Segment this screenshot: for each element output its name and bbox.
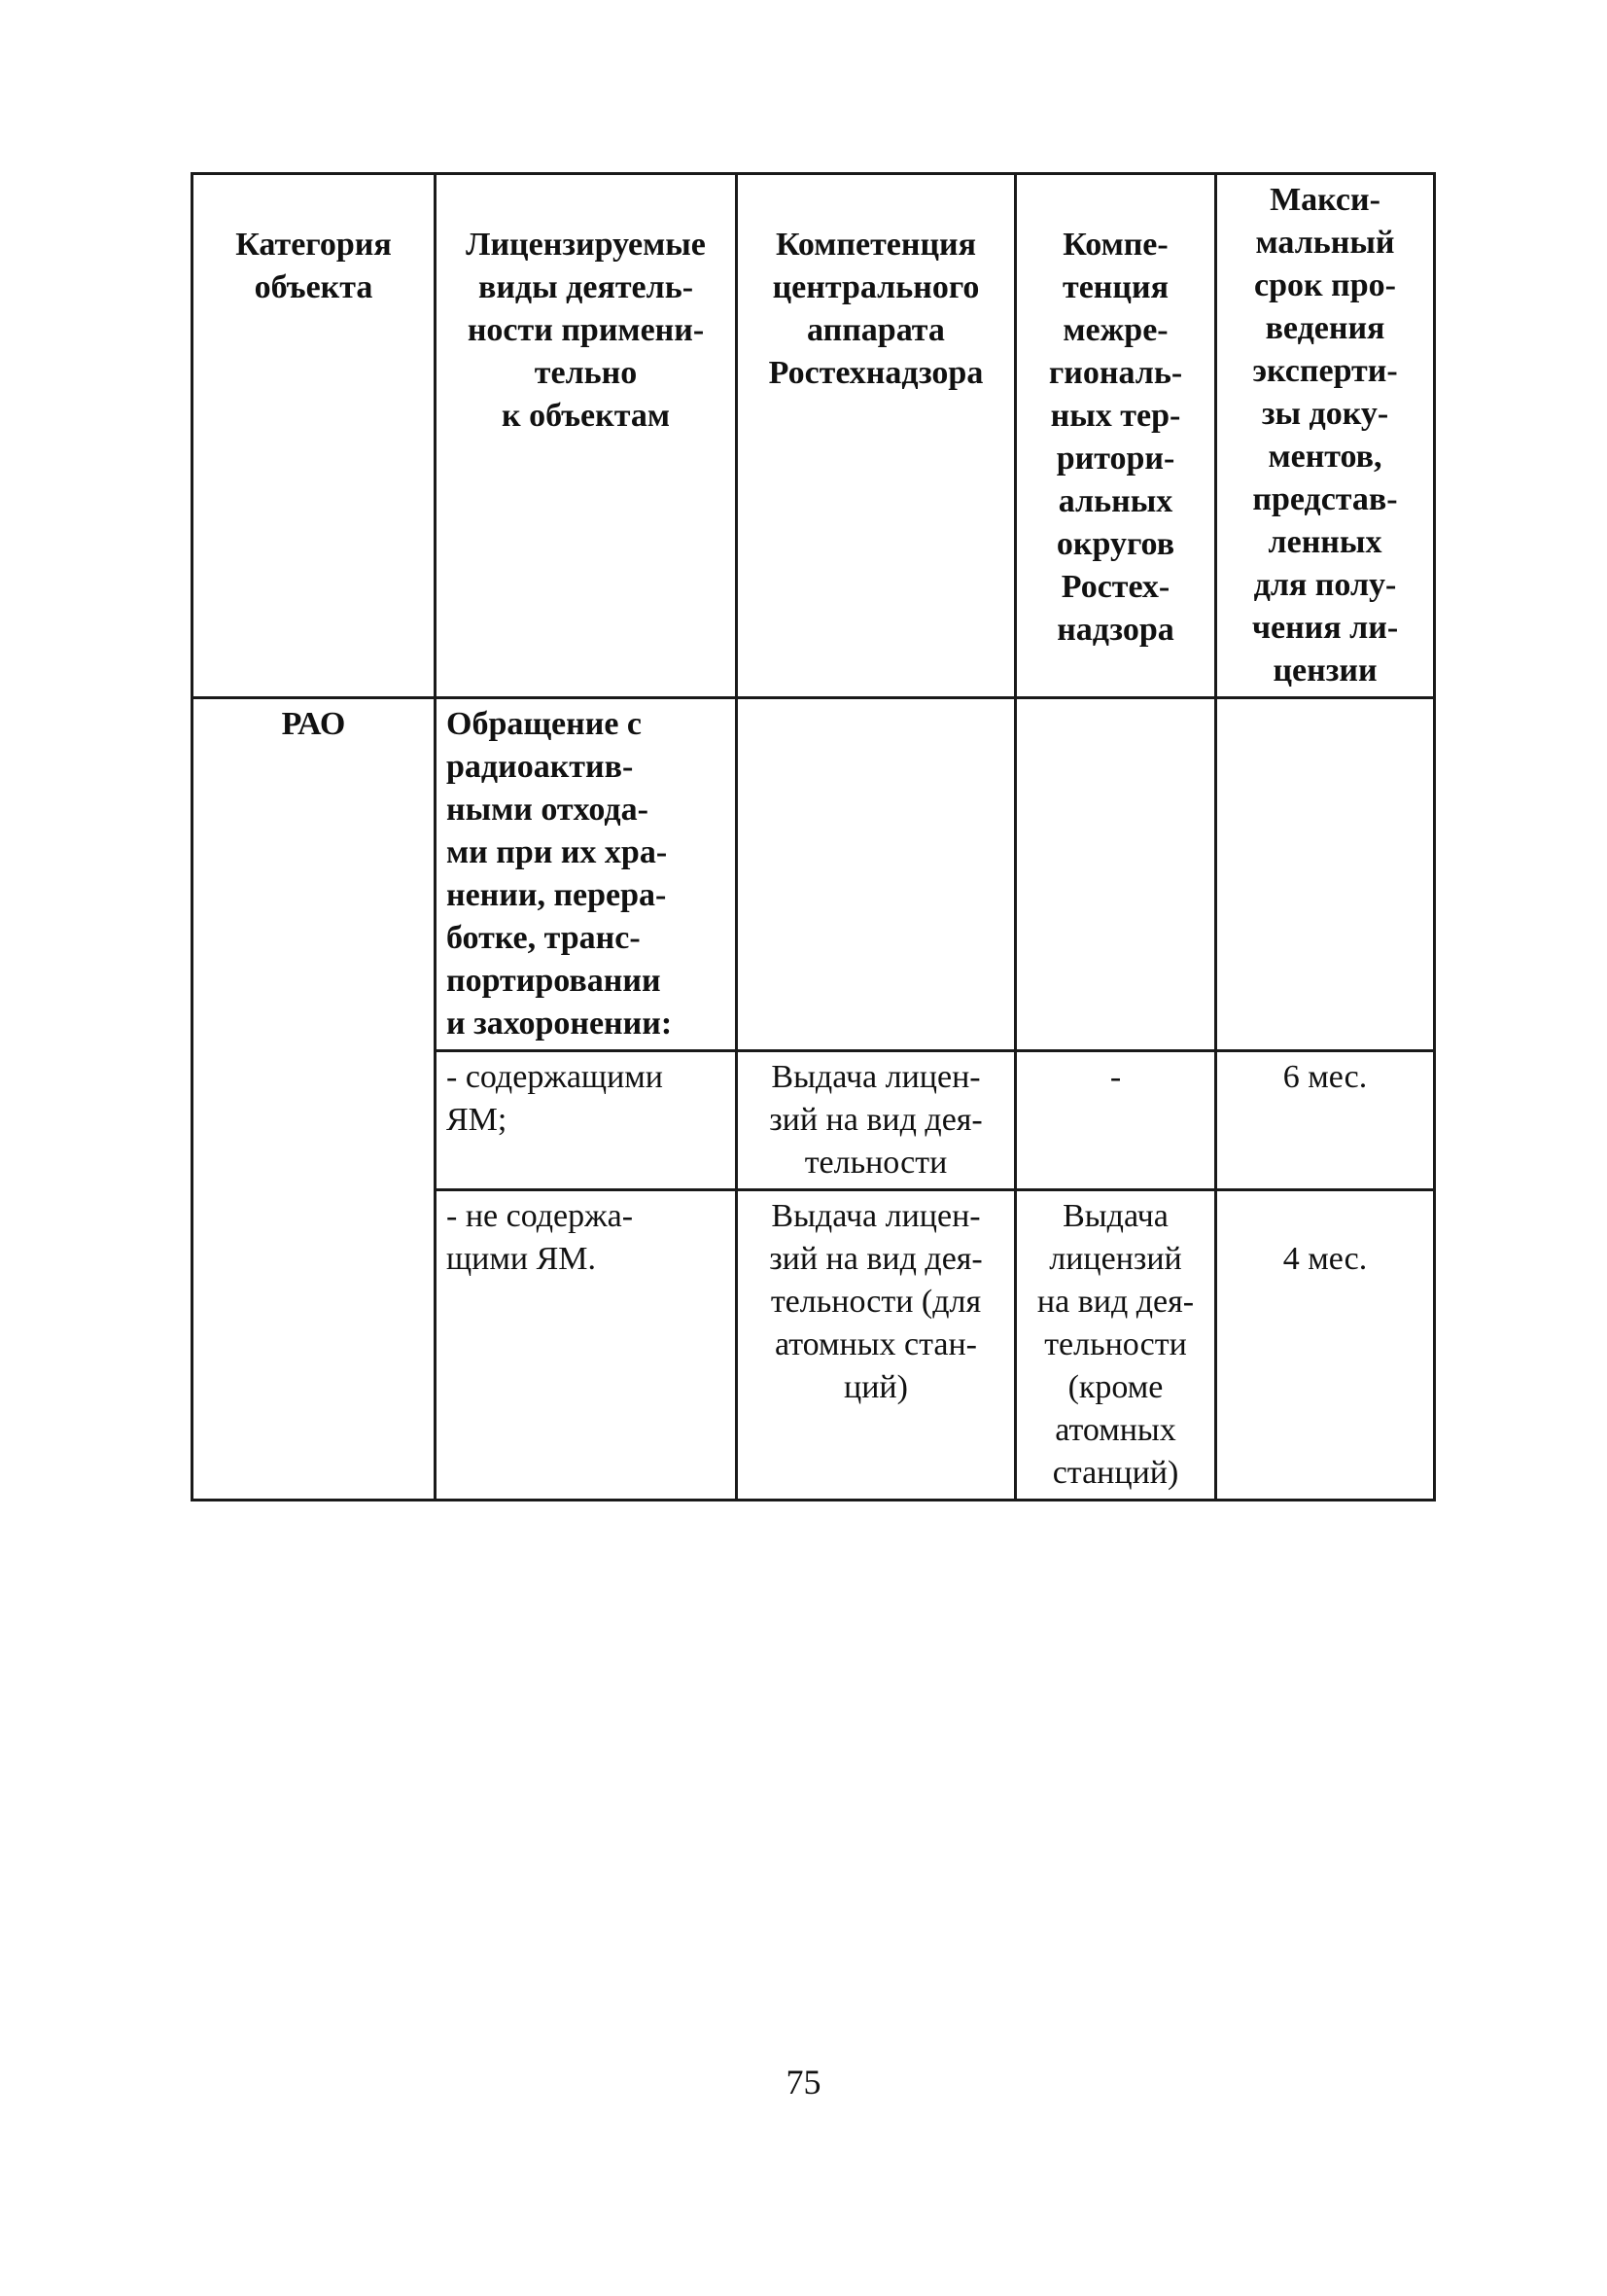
term-cell: 6 мес. (1216, 1051, 1435, 1190)
header-activity-text: Лицензируемые виды деятель- ности примени- тельно к объектам (466, 227, 706, 434)
header-term (1216, 174, 1435, 698)
regional-cell: Выдача лицензий на вид дея- тельности (кроме атомных станций) (1016, 1190, 1216, 1501)
term-cell: 4 мес. (1216, 1190, 1435, 1501)
activity-group-cell: Обращение с радиоактив- ными отхода- ми при их хра- нении, перера- ботке, транс- портировании и захоронении: (436, 698, 737, 1051)
regional-empty-cell (1016, 698, 1216, 1051)
activity-cell: - не содержа- щими ЯМ. (436, 1190, 737, 1501)
header-activity (436, 174, 737, 698)
license-table (191, 172, 1436, 1501)
table-header-row (192, 174, 1435, 698)
header-category-text: Категория объекта (235, 227, 392, 305)
header-term-text: Макси- мальный срок про- ведения эксперти- зы доку- ментов, представ- ленных для полу- чения ли- цензии (1251, 182, 1399, 689)
header-regional-text: Компе- тенция межре- гиональ- ных тер- ритори- альных округов Ростех- надзора (1048, 227, 1183, 648)
category-cell: РАО (192, 698, 436, 1501)
central-cell: Выдача лицен- зий на вид дея- тельности (для атомных стан- ций) (737, 1190, 1016, 1501)
term-empty-cell (1216, 698, 1435, 1051)
page-number: 75 (786, 2063, 821, 2102)
activity-cell: - содержащими ЯМ; (436, 1051, 737, 1190)
regional-cell: - (1016, 1051, 1216, 1190)
header-category (192, 174, 436, 698)
header-regional (1016, 174, 1216, 698)
table-row-group (192, 698, 1435, 1051)
central-empty-cell (737, 698, 1016, 1051)
header-central-text: Компетенция центрального аппарата Ростехнадзора (768, 227, 984, 391)
header-central (737, 174, 1016, 698)
central-cell: Выдача лицен- зий на вид дея- тельности (737, 1051, 1016, 1190)
